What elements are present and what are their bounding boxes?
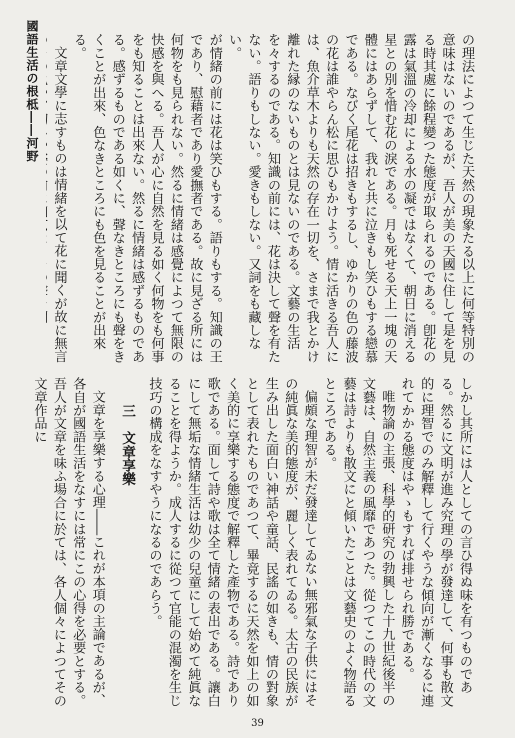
upper-text-block [46, 33, 476, 367]
lower-text-block [22, 377, 474, 713]
paragraph: が情緒の前には花は笑ひもする。語りもする。知識の王であり、慰藉者であり愛撫者である。故に見ざる所には何物をも見られない。然るに情緒は感覺によつて無限の快感を與へる。吾人が心に自然を見る如く何物をも何事をも知ることは出來ない。然るに情緒は感ずるものである。感ずるものである如くに、聲なきところにも聲をきくことが出來、色なきところにも色を見ることが出來る。 [70, 33, 222, 363]
section-heading: 三 文章享樂 [119, 404, 136, 486]
paragraph: 偏頗な理智が未だ發達してゐない無邪氣な子供にはその純眞な美的態度が、麗しく表れてゐる。太古の民族が生み出した面白い神話や童話、民謠の如きも、情の對象として表れたものであつて、畢竟するに天然を如上の如く美的に享樂する態度で解釋した產物である。詩であり歌である。面して詩や歌は全て情緒の表出である。讓白にして無垢な情緒生活は幼少の兒童にして始めて純眞なることを得ようか。成人するに從つて官能の混濁を生じ技巧の構成をなすやうになるのであらう。 [146, 377, 317, 707]
page-number: 39 [251, 718, 264, 729]
running-head: 國語生活の根柢――河野 [25, 20, 39, 163]
paragraph: の理法によつて生じた天然の現象たる以上に何等特別の意味はないのであるが、吾人が美の天國に住して是を見る時其處に餘程變つた態度が取られるのである。卽花の露は氣溫の冷却による水の凝ではなくて、朝日に消える星との別を惜む花の淚である。月も死せる天上一塊の天體にはあらずして、我れと共に泣きもし笑ひもする戀慕である。なびく尾花は招きもするし、ゆかりの色の藤波の花は誰やらん松に思ひもかけよう。情に活きる吾人には、魚介草木よりも天然の存在一切を、さまで我とかけ離れた縁のないものとは見ないのである。文藝の生活を々するのである。知識の前には、花は決して聲を有たない。語りもしない。愛きもしない。又詞をも藏しない。 [226, 33, 474, 363]
paragraph: 文章を享樂する心理――これが本項の主論であるが、各自が國語生活をなすには常にこの心得を必要とする。吾人が文章を味ふ場合に於ては、各人個々によつてその文章作品に [31, 377, 105, 707]
paragraph: しかし其所には人としての言ひ得ぬ味を有つものである。然るに文明が進み究理の學が發達して、何事も散文的に理智でのみ解釋して行くやうな傾向が漸くなるに連れてかかる態度はやゝもすれば排せられ勝である。 [398, 377, 472, 707]
paragraph: 唯物論の主張、科學的研究の勃興した十九世紀後半の文藝は、自然主義の風靡であつた。從つてこの時代の文藝は詩よりも散文にと傾いたことは文藝史のよく物語るところである。 [321, 377, 395, 707]
paragraph: 文章文學に志すものは情緒を以て花に聞くが故に無言 [51, 46, 67, 363]
